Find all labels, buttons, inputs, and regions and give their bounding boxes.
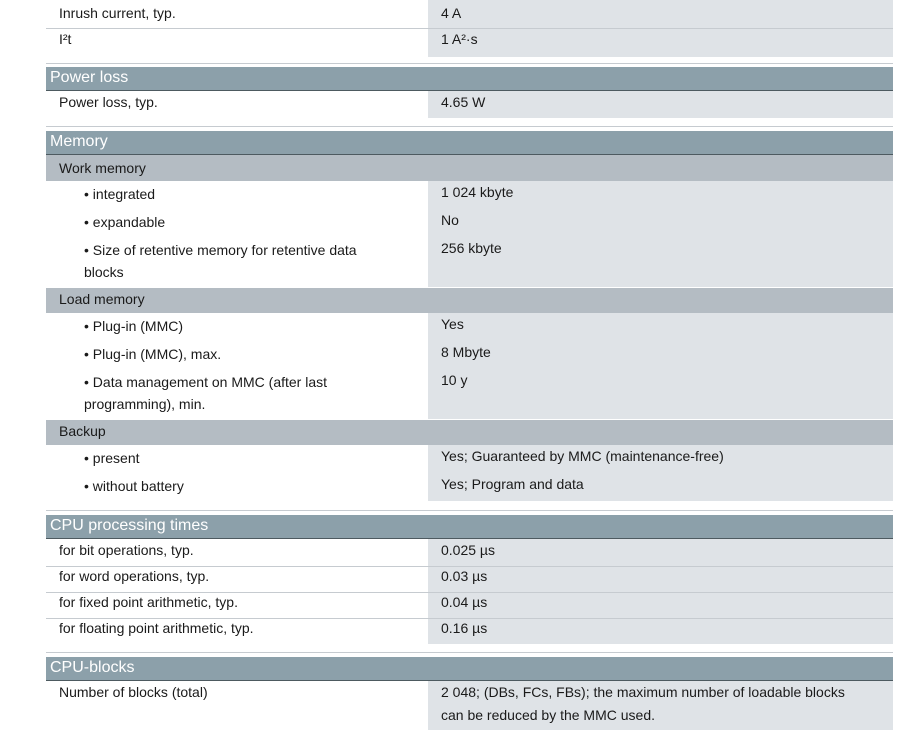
cpu-time-label: for word operations, typ. <box>59 568 210 584</box>
number-of-blocks-value-line1: 2 048; (DBs, FCs, FBs); the maximum number of loadable blocks <box>441 684 845 700</box>
subheader-backup-label: Backup <box>59 423 106 439</box>
backup-battery-label: • without battery <box>84 475 404 497</box>
section-header-cpu-processing-times: CPU processing times <box>46 515 893 538</box>
backup-present-label: • present <box>84 447 404 469</box>
number-of-blocks-value-line2: can be reduced by the MMC used. <box>441 707 656 723</box>
inrush-current-value: 4 A <box>441 5 462 21</box>
backup-present-value: Yes; Guaranteed by MMC (maintenance-free) <box>441 448 724 464</box>
section-divider <box>46 652 893 653</box>
retentive-memory-label-line1: • Size of retentive memory for retentive data <box>84 239 404 261</box>
power-loss-typ-label: Power loss, typ. <box>59 94 158 110</box>
plugin-mmc-value: Yes <box>441 316 464 332</box>
plugin-mmc-max-value: 8 Mbyte <box>441 344 491 360</box>
section-divider <box>46 126 893 127</box>
work-memory-expandable-label: • expandable <box>84 211 404 233</box>
cpu-time-label: for bit operations, typ. <box>59 542 194 558</box>
section-header-cpu-blocks: CPU-blocks <box>46 657 893 680</box>
data-management-label-line2: programming), min. <box>84 396 206 412</box>
subheader-load-memory-label: Load memory <box>59 291 145 307</box>
work-memory-integrated-value: 1 024 kbyte <box>441 184 514 200</box>
work-memory-integrated-label: • integrated <box>84 183 404 205</box>
power-loss-typ-value: 4.65 W <box>441 94 486 110</box>
cpu-time-label: for fixed point arithmetic, typ. <box>59 594 238 610</box>
data-management-value: 10 y <box>441 372 468 388</box>
cpu-time-value: 0.04 µs <box>441 594 488 610</box>
section-header-power-loss: Power loss <box>46 67 893 90</box>
backup-battery-value: Yes; Program and data <box>441 476 584 492</box>
subheader-backup <box>46 420 893 445</box>
cpu-time-value: 0.025 µs <box>441 542 495 558</box>
work-memory-expandable-value: No <box>441 212 459 228</box>
plugin-mmc-label: • Plug-in (MMC) <box>84 315 404 337</box>
section-header-memory: Memory <box>46 131 893 154</box>
cpu-time-value: 0.03 µs <box>441 568 488 584</box>
number-of-blocks-label: Number of blocks (total) <box>59 684 208 700</box>
subheader-work-memory-label: Work memory <box>59 160 146 176</box>
retentive-memory-label-line2: blocks <box>84 264 124 280</box>
cpu-time-label: for floating point arithmetic, typ. <box>59 620 254 636</box>
section-divider <box>46 510 893 511</box>
plugin-mmc-max-label: • Plug-in (MMC), max. <box>84 343 404 365</box>
section-divider <box>46 63 893 64</box>
subheader-load-memory <box>46 288 893 313</box>
data-management-label-line1: • Data management on MMC (after last <box>84 371 404 393</box>
i2t-value: 1 A²·s <box>441 31 478 47</box>
inrush-current-label: Inrush current, typ. <box>59 5 176 21</box>
retentive-memory-value: 256 kbyte <box>441 240 502 256</box>
cpu-time-value: 0.16 µs <box>441 620 488 636</box>
i2t-label: I²t <box>59 31 72 47</box>
subheader-work-memory <box>46 155 893 181</box>
